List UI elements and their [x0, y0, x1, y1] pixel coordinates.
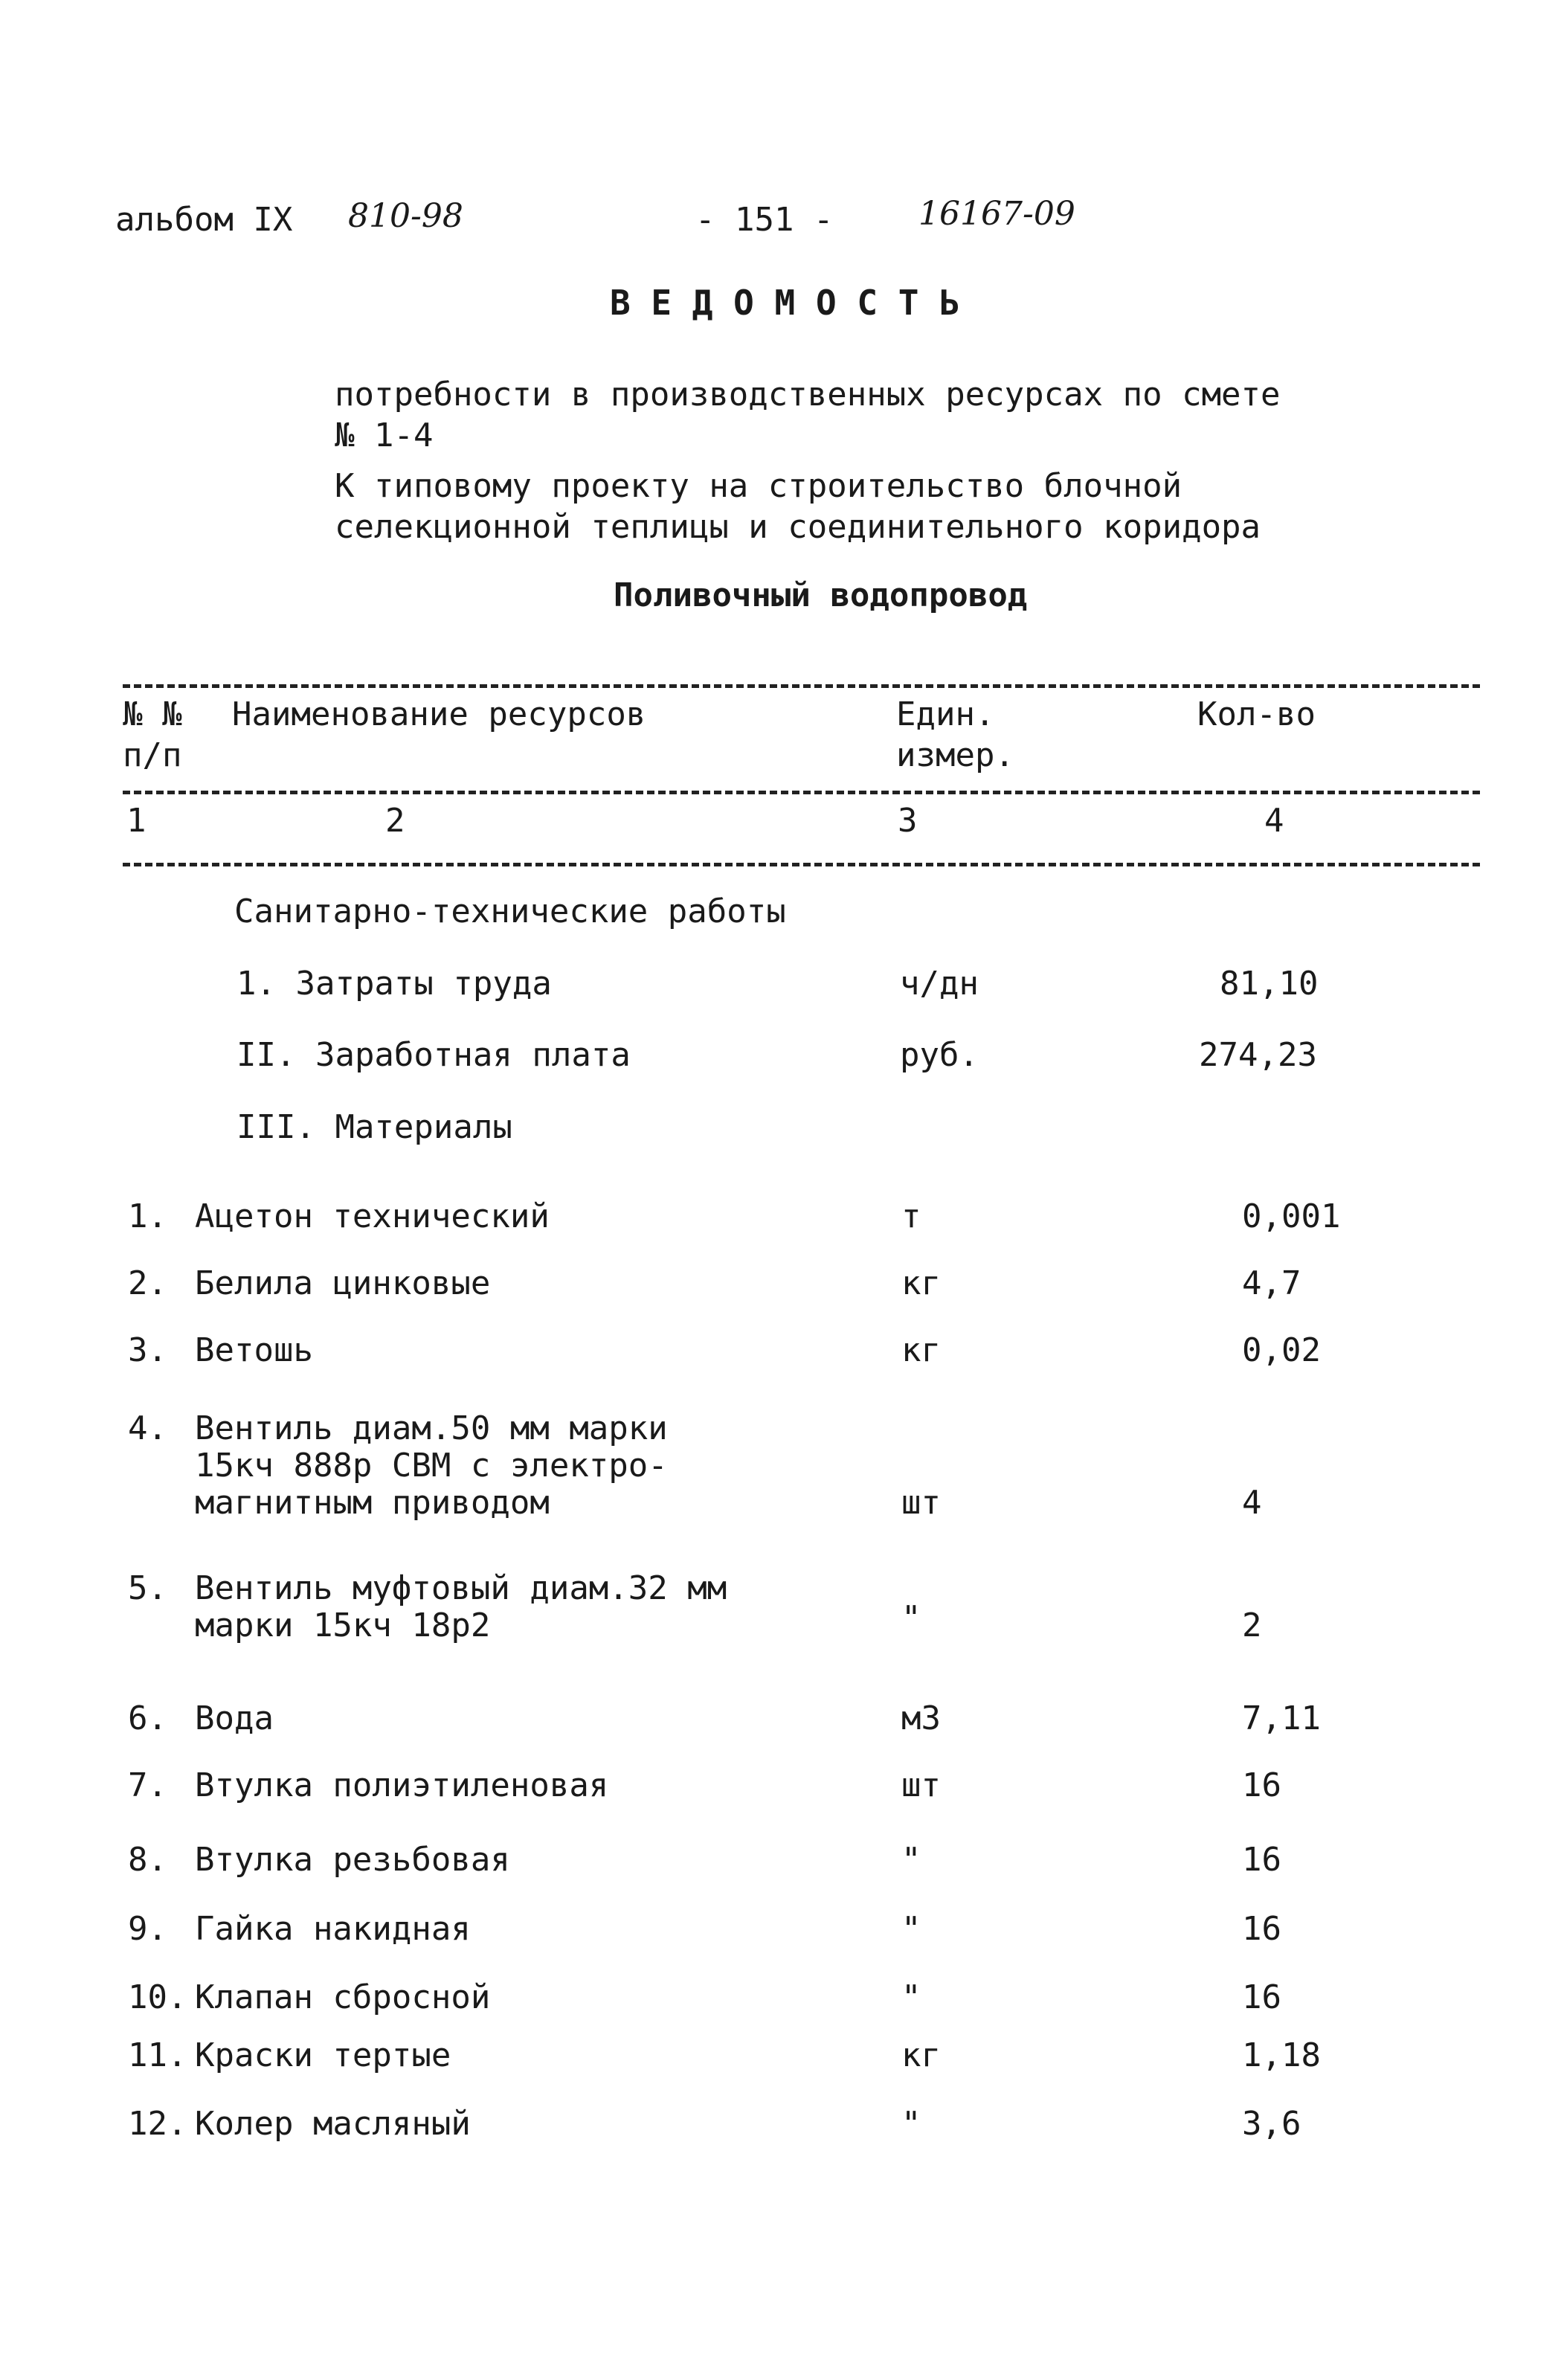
- row-num: 9.: [128, 1910, 167, 1948]
- header-qty: Кол-во: [1197, 695, 1316, 733]
- row-unit: ": [901, 1910, 921, 1948]
- row-num: 7.: [128, 1766, 167, 1804]
- row-name-line: марки 15кч 18р2: [195, 1606, 491, 1644]
- col-numbers-rule: [123, 863, 1480, 866]
- row-name: Вода: [195, 1699, 274, 1737]
- row-name: Гайка накидная: [195, 1910, 471, 1948]
- col-number-2: 2: [385, 802, 405, 840]
- row-qty: 16: [1242, 1841, 1281, 1879]
- row-unit: м3: [901, 1699, 941, 1737]
- row-unit: шт: [901, 1484, 941, 1522]
- summary-label: II. Заработная плата: [236, 1036, 631, 1074]
- row-qty: 16: [1242, 1978, 1281, 2016]
- header-unit-line2: измер.: [896, 736, 1014, 774]
- row-unit: ": [901, 1841, 921, 1879]
- row-name: Клапан сбросной: [195, 1978, 491, 2016]
- row-name-line: магнитным приводом: [195, 1484, 550, 1522]
- table-top-rule: [123, 684, 1480, 688]
- row-qty: 16: [1242, 1910, 1281, 1948]
- subtitle-line-2: № 1-4: [335, 416, 434, 454]
- row-num: 6.: [128, 1699, 167, 1737]
- row-num: 4.: [128, 1409, 167, 1447]
- row-qty: 4: [1242, 1484, 1262, 1522]
- row-name: Белила цинковые: [195, 1264, 491, 1302]
- row-qty: 7,11: [1242, 1699, 1321, 1737]
- row-unit: кг: [901, 1264, 941, 1302]
- row-name: Краски тертые: [195, 2036, 451, 2074]
- subtitle-line-3: К типовому проекту на строительство блочной: [335, 467, 1182, 505]
- header-name: Наименование ресурсов: [232, 695, 646, 733]
- doc-number-handwritten: 16167-09: [918, 195, 1075, 233]
- row-num: 2.: [128, 1264, 167, 1302]
- subtitle-line-1: потребности в производственных ресурсах по смете: [335, 376, 1281, 414]
- summary-qty: 81,10: [1220, 965, 1319, 1003]
- row-name-line: Вентиль муфтовый диам.32 мм: [195, 1569, 727, 1607]
- row-qty: 16: [1242, 1766, 1281, 1804]
- row-unit: кг: [901, 2036, 941, 2074]
- row-unit: ": [901, 2105, 921, 2143]
- summary-unit: руб.: [900, 1036, 979, 1074]
- col-number-4: 4: [1264, 802, 1284, 840]
- row-name-line: Вентиль диам.50 мм марки: [195, 1409, 668, 1447]
- row-name: Втулка полиэтиленовая: [195, 1766, 609, 1804]
- album-label: альбом IX: [115, 201, 293, 239]
- summary-label: III. Материалы: [236, 1108, 512, 1146]
- work-group-title: Санитарно-технические работы: [234, 892, 786, 930]
- row-unit: кг: [901, 1331, 941, 1369]
- summary-qty: 274,23: [1199, 1036, 1317, 1074]
- row-qty: 4,7: [1242, 1264, 1301, 1302]
- row-name-line: 15кч 888р СВМ с электро-: [195, 1447, 668, 1485]
- row-name: Втулка резьбовая: [195, 1841, 510, 1879]
- col-number-3: 3: [898, 802, 918, 840]
- row-num: 1.: [128, 1197, 167, 1235]
- document-title: В Е Д О М О С Т Ь: [610, 283, 960, 323]
- row-num: 12.: [128, 2105, 187, 2143]
- row-name: Ветошь: [195, 1331, 313, 1369]
- row-num: 11.: [128, 2036, 187, 2074]
- row-unit: ": [901, 1599, 921, 1637]
- row-unit: шт: [901, 1766, 941, 1804]
- header-unit-line1: Един.: [896, 695, 995, 733]
- header-rule: [123, 791, 1480, 794]
- row-num: 5.: [128, 1569, 167, 1607]
- col-number-1: 1: [126, 802, 147, 840]
- row-num: 10.: [128, 1978, 187, 2016]
- row-unit: ": [901, 1978, 921, 2016]
- subtitle-line-4: селекционной теплицы и соединительного коридора: [335, 508, 1261, 546]
- header-num-line1: № №: [123, 695, 182, 733]
- row-qty: 1,18: [1242, 2036, 1321, 2074]
- row-qty: 0,001: [1242, 1197, 1341, 1235]
- section-title: Поливочный водопровод: [614, 576, 1028, 614]
- page-number: - 151 -: [695, 201, 834, 239]
- row-qty: 0,02: [1242, 1331, 1321, 1369]
- row-num: 3.: [128, 1331, 167, 1369]
- summary-unit: ч/дн: [900, 965, 979, 1003]
- header-num-line2: п/п: [123, 736, 182, 774]
- row-num: 8.: [128, 1841, 167, 1879]
- row-name: Колер масляный: [195, 2105, 471, 2143]
- summary-label: 1. Затраты труда: [236, 965, 552, 1003]
- album-number-handwritten: 810-98: [348, 197, 463, 235]
- row-qty: 2: [1242, 1606, 1262, 1644]
- row-qty: 3,6: [1242, 2105, 1301, 2143]
- row-unit: т: [901, 1197, 921, 1235]
- row-name: Ацетон технический: [195, 1197, 550, 1235]
